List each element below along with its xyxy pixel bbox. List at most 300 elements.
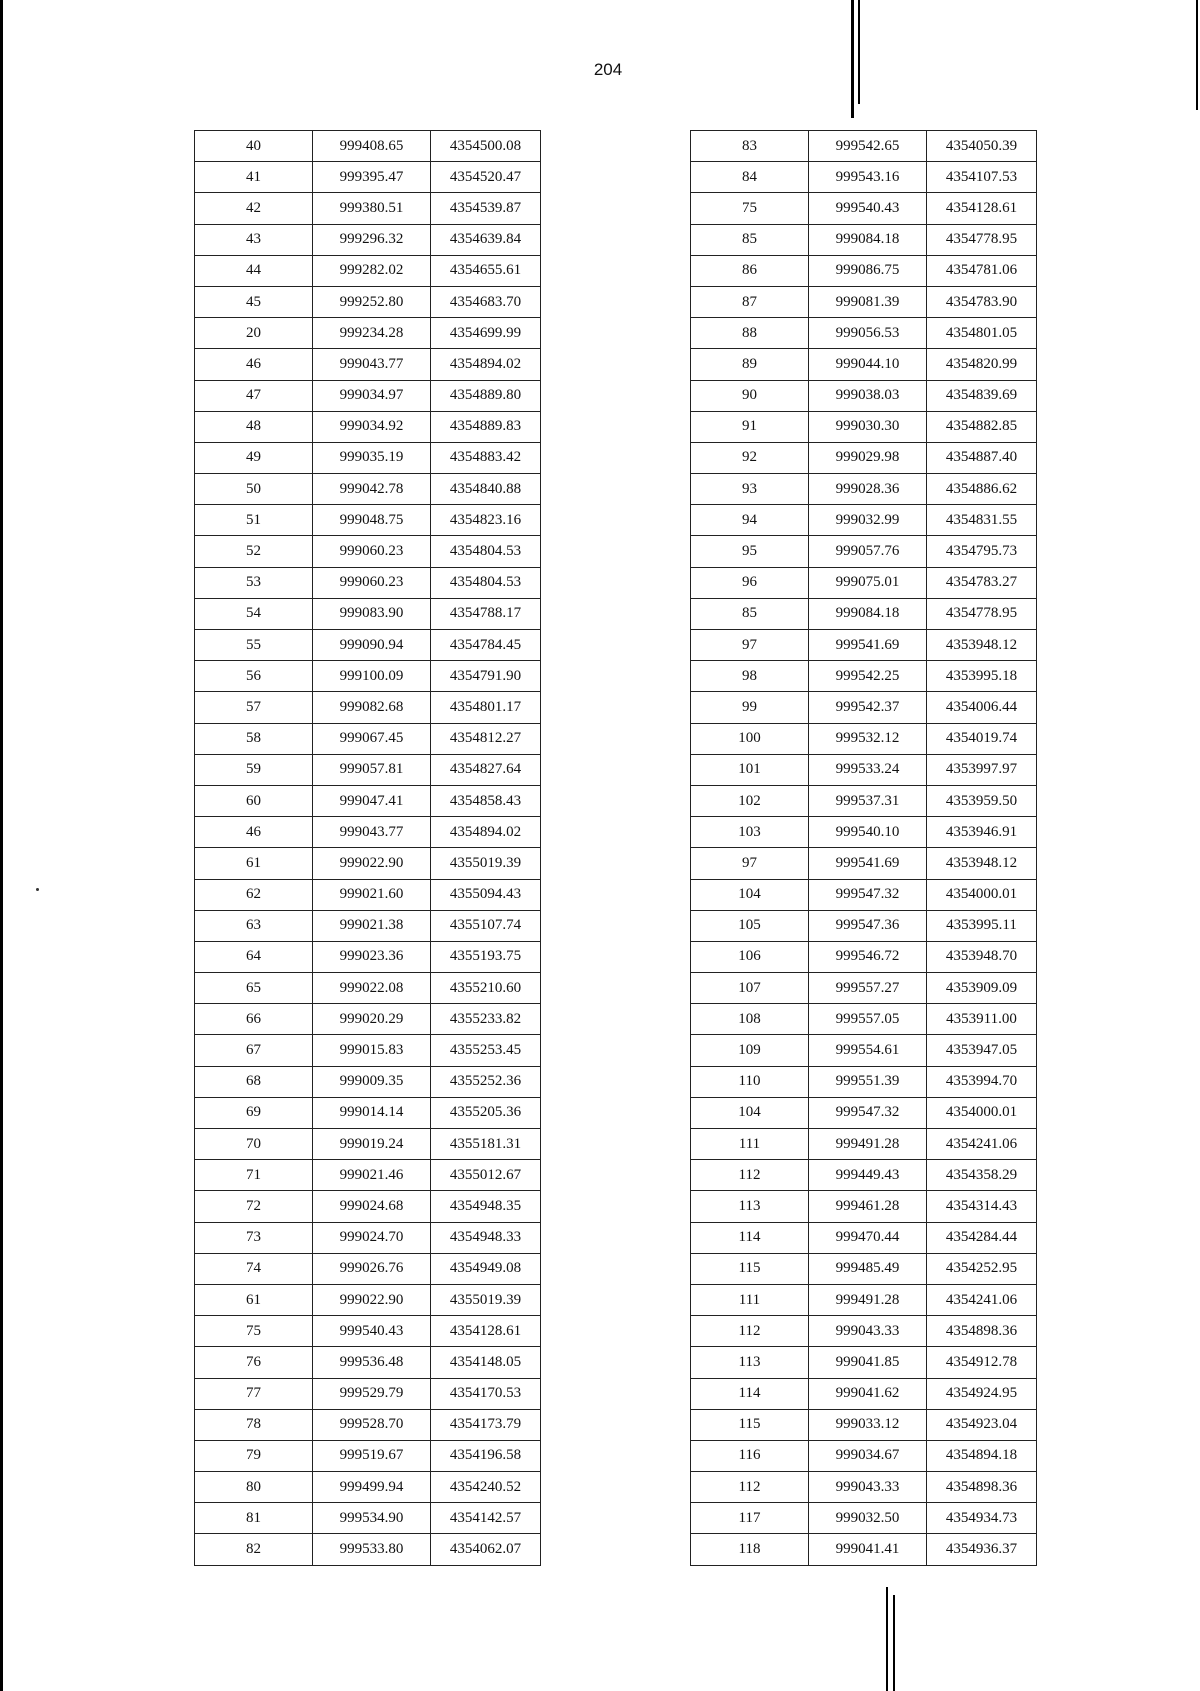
y-coordinate-cell: 4354791.90: [431, 661, 541, 692]
point-id-cell: 60: [195, 785, 313, 816]
point-id-cell: 45: [195, 286, 313, 317]
y-coordinate-cell: 4354006.44: [927, 692, 1037, 723]
x-coordinate-cell: 999038.03: [809, 380, 927, 411]
table-row: [691, 1534, 1037, 1565]
table-row: [691, 442, 1037, 473]
y-coordinate-cell: 4354801.05: [927, 318, 1037, 349]
table-row: [691, 661, 1037, 692]
point-id-cell: 61: [195, 1284, 313, 1315]
point-id-cell: 101: [691, 754, 809, 785]
table-row: [195, 1316, 541, 1347]
y-coordinate-cell: 4354898.36: [927, 1316, 1037, 1347]
y-coordinate-cell: 4353946.91: [927, 817, 1037, 848]
point-id-cell: 20: [195, 318, 313, 349]
x-coordinate-cell: 999084.18: [809, 598, 927, 629]
y-coordinate-cell: 4354924.95: [927, 1378, 1037, 1409]
point-id-cell: 75: [195, 1316, 313, 1347]
y-coordinate-cell: 4354240.52: [431, 1472, 541, 1503]
y-coordinate-cell: 4355012.67: [431, 1160, 541, 1191]
y-coordinate-cell: 4354804.53: [431, 567, 541, 598]
x-coordinate-cell: 999470.44: [809, 1222, 927, 1253]
point-id-cell: 90: [691, 380, 809, 411]
y-coordinate-cell: 4354639.84: [431, 224, 541, 255]
y-coordinate-cell: 4353995.18: [927, 661, 1037, 692]
table-row: [195, 1503, 541, 1534]
y-coordinate-cell: 4354783.27: [927, 567, 1037, 598]
point-id-cell: 71: [195, 1160, 313, 1191]
x-coordinate-cell: 999022.90: [313, 1284, 431, 1315]
x-coordinate-cell: 999021.46: [313, 1160, 431, 1191]
point-id-cell: 62: [195, 879, 313, 910]
point-id-cell: 80: [195, 1472, 313, 1503]
y-coordinate-cell: 4355181.31: [431, 1129, 541, 1160]
x-coordinate-cell: 999060.23: [313, 536, 431, 567]
x-coordinate-cell: 999041.41: [809, 1534, 927, 1565]
point-id-cell: 97: [691, 848, 809, 879]
coordinates-table-right: [690, 130, 1037, 1566]
y-coordinate-cell: 4354128.61: [927, 193, 1037, 224]
y-coordinate-cell: 4355094.43: [431, 879, 541, 910]
table-row: [195, 442, 541, 473]
y-coordinate-cell: 4354241.06: [927, 1129, 1037, 1160]
point-id-cell: 112: [691, 1160, 809, 1191]
y-coordinate-cell: 4354858.43: [431, 785, 541, 816]
table-row: [691, 567, 1037, 598]
table-row: [195, 349, 541, 380]
point-id-cell: 63: [195, 910, 313, 941]
point-id-cell: 58: [195, 723, 313, 754]
x-coordinate-cell: 999541.69: [809, 630, 927, 661]
point-id-cell: 67: [195, 1035, 313, 1066]
table-row: [195, 1472, 541, 1503]
y-coordinate-cell: 4354062.07: [431, 1534, 541, 1565]
table-row: [195, 1284, 541, 1315]
x-coordinate-cell: 999540.43: [313, 1316, 431, 1347]
y-coordinate-cell: 4355210.60: [431, 973, 541, 1004]
y-coordinate-cell: 4354778.95: [927, 598, 1037, 629]
y-coordinate-cell: 4354788.17: [431, 598, 541, 629]
table-row: [691, 1222, 1037, 1253]
point-id-cell: 85: [691, 598, 809, 629]
y-coordinate-cell: 4354936.37: [927, 1534, 1037, 1565]
table-row: [691, 162, 1037, 193]
point-id-cell: 44: [195, 255, 313, 286]
x-coordinate-cell: 999541.69: [809, 848, 927, 879]
point-id-cell: 114: [691, 1378, 809, 1409]
point-id-cell: 108: [691, 1004, 809, 1035]
point-id-cell: 79: [195, 1440, 313, 1471]
x-coordinate-cell: 999282.02: [313, 255, 431, 286]
point-id-cell: 85: [691, 224, 809, 255]
x-coordinate-cell: 999043.77: [313, 817, 431, 848]
table-row: [195, 879, 541, 910]
table-row: [691, 536, 1037, 567]
y-coordinate-cell: 4354840.88: [431, 474, 541, 505]
point-id-cell: 87: [691, 286, 809, 317]
table-row: [691, 1004, 1037, 1035]
binder-mark-top: [858, 0, 860, 104]
point-id-cell: 97: [691, 630, 809, 661]
point-id-cell: 64: [195, 941, 313, 972]
table-row: [691, 879, 1037, 910]
table-row: [691, 1440, 1037, 1471]
y-coordinate-cell: 4354781.06: [927, 255, 1037, 286]
point-id-cell: 103: [691, 817, 809, 848]
x-coordinate-cell: 999537.31: [809, 785, 927, 816]
point-id-cell: 53: [195, 567, 313, 598]
point-id-cell: 96: [691, 567, 809, 598]
point-id-cell: 72: [195, 1191, 313, 1222]
y-coordinate-cell: 4354314.43: [927, 1191, 1037, 1222]
y-coordinate-cell: 4354173.79: [431, 1409, 541, 1440]
x-coordinate-cell: 999252.80: [313, 286, 431, 317]
y-coordinate-cell: 4354894.02: [431, 349, 541, 380]
x-coordinate-cell: 999491.28: [809, 1284, 927, 1315]
y-coordinate-cell: 4354539.87: [431, 193, 541, 224]
table-row: [691, 941, 1037, 972]
x-coordinate-cell: 999020.29: [313, 1004, 431, 1035]
x-coordinate-cell: 999014.14: [313, 1097, 431, 1128]
y-coordinate-cell: 4355019.39: [431, 848, 541, 879]
x-coordinate-cell: 999023.36: [313, 941, 431, 972]
y-coordinate-cell: 4354894.02: [431, 817, 541, 848]
y-coordinate-cell: 4353997.97: [927, 754, 1037, 785]
table-row: [195, 754, 541, 785]
table-row: [195, 536, 541, 567]
y-coordinate-cell: 4354889.80: [431, 380, 541, 411]
y-coordinate-cell: 4354500.08: [431, 131, 541, 162]
y-coordinate-cell: 4354019.74: [927, 723, 1037, 754]
y-coordinate-cell: 4354894.18: [927, 1440, 1037, 1471]
y-coordinate-cell: 4354886.62: [927, 474, 1037, 505]
table-row: [195, 817, 541, 848]
x-coordinate-cell: 999030.30: [809, 411, 927, 442]
x-coordinate-cell: 999029.98: [809, 442, 927, 473]
point-id-cell: 110: [691, 1066, 809, 1097]
point-id-cell: 99: [691, 692, 809, 723]
table-row: [691, 723, 1037, 754]
point-id-cell: 84: [691, 162, 809, 193]
point-id-cell: 40: [195, 131, 313, 162]
table-row: [195, 1066, 541, 1097]
y-coordinate-cell: 4354949.08: [431, 1253, 541, 1284]
point-id-cell: 49: [195, 442, 313, 473]
coordinates-table-left: [194, 130, 541, 1566]
y-coordinate-cell: 4354655.61: [431, 255, 541, 286]
table-row: [691, 754, 1037, 785]
y-coordinate-cell: 4354148.05: [431, 1347, 541, 1378]
table-row: [691, 1035, 1037, 1066]
x-coordinate-cell: 999021.38: [313, 910, 431, 941]
table-row: [691, 1191, 1037, 1222]
point-id-cell: 111: [691, 1284, 809, 1315]
x-coordinate-cell: 999547.32: [809, 879, 927, 910]
x-coordinate-cell: 999084.18: [809, 224, 927, 255]
table-row: [691, 910, 1037, 941]
y-coordinate-cell: 4354812.27: [431, 723, 541, 754]
point-id-cell: 112: [691, 1316, 809, 1347]
x-coordinate-cell: 999056.53: [809, 318, 927, 349]
table-row: [691, 505, 1037, 536]
x-coordinate-cell: 999554.61: [809, 1035, 927, 1066]
point-id-cell: 57: [195, 692, 313, 723]
x-coordinate-cell: 999086.75: [809, 255, 927, 286]
y-coordinate-cell: 4354699.99: [431, 318, 541, 349]
x-coordinate-cell: 999041.85: [809, 1347, 927, 1378]
table-row: [195, 973, 541, 1004]
table-row: [195, 1160, 541, 1191]
y-coordinate-cell: 4354912.78: [927, 1347, 1037, 1378]
point-id-cell: 77: [195, 1378, 313, 1409]
x-coordinate-cell: 999540.10: [809, 817, 927, 848]
y-coordinate-cell: 4354783.90: [927, 286, 1037, 317]
x-coordinate-cell: 999542.37: [809, 692, 927, 723]
y-coordinate-cell: 4354252.95: [927, 1253, 1037, 1284]
point-id-cell: 68: [195, 1066, 313, 1097]
table-row: [691, 1284, 1037, 1315]
scan-edge-right: [1196, 0, 1198, 110]
point-id-cell: 75: [691, 193, 809, 224]
table-row: [195, 1253, 541, 1284]
binder-mark-bottom: [893, 1595, 895, 1691]
x-coordinate-cell: 999529.79: [313, 1378, 431, 1409]
y-coordinate-cell: 4354784.45: [431, 630, 541, 661]
point-id-cell: 66: [195, 1004, 313, 1035]
point-id-cell: 82: [195, 1534, 313, 1565]
x-coordinate-cell: 999067.45: [313, 723, 431, 754]
point-id-cell: 107: [691, 973, 809, 1004]
x-coordinate-cell: 999234.28: [313, 318, 431, 349]
y-coordinate-cell: 4354683.70: [431, 286, 541, 317]
y-coordinate-cell: 4354898.36: [927, 1472, 1037, 1503]
point-id-cell: 74: [195, 1253, 313, 1284]
table-row: [195, 1035, 541, 1066]
y-coordinate-cell: 4354827.64: [431, 754, 541, 785]
table-row: [195, 1004, 541, 1035]
x-coordinate-cell: 999547.36: [809, 910, 927, 941]
x-coordinate-cell: 999519.67: [313, 1440, 431, 1471]
point-id-cell: 52: [195, 536, 313, 567]
table-row: [691, 193, 1037, 224]
point-id-cell: 117: [691, 1503, 809, 1534]
point-id-cell: 100: [691, 723, 809, 754]
table-row: [195, 193, 541, 224]
y-coordinate-cell: 4354795.73: [927, 536, 1037, 567]
table-row: [195, 318, 541, 349]
table-row: [195, 1534, 541, 1565]
table-row: [691, 1409, 1037, 1440]
table-row: [691, 131, 1037, 162]
y-coordinate-cell: 4353995.11: [927, 910, 1037, 941]
table-row: [195, 910, 541, 941]
x-coordinate-cell: 999533.24: [809, 754, 927, 785]
y-coordinate-cell: 4354778.95: [927, 224, 1037, 255]
x-coordinate-cell: 999533.80: [313, 1534, 431, 1565]
point-id-cell: 115: [691, 1409, 809, 1440]
y-coordinate-cell: 4354050.39: [927, 131, 1037, 162]
y-coordinate-cell: 4353959.50: [927, 785, 1037, 816]
table-row: [691, 848, 1037, 879]
y-coordinate-cell: 4354804.53: [431, 536, 541, 567]
table-row: [195, 1129, 541, 1160]
y-coordinate-cell: 4354934.73: [927, 1503, 1037, 1534]
y-coordinate-cell: 4353911.00: [927, 1004, 1037, 1035]
y-coordinate-cell: 4354358.29: [927, 1160, 1037, 1191]
point-id-cell: 83: [691, 131, 809, 162]
x-coordinate-cell: 999041.62: [809, 1378, 927, 1409]
x-coordinate-cell: 999499.94: [313, 1472, 431, 1503]
x-coordinate-cell: 999009.35: [313, 1066, 431, 1097]
x-coordinate-cell: 999546.72: [809, 941, 927, 972]
y-coordinate-cell: 4353948.70: [927, 941, 1037, 972]
y-coordinate-cell: 4353948.12: [927, 630, 1037, 661]
x-coordinate-cell: 999057.81: [313, 754, 431, 785]
table-row: [691, 1160, 1037, 1191]
x-coordinate-cell: 999048.75: [313, 505, 431, 536]
table-row: [691, 318, 1037, 349]
x-coordinate-cell: 999032.99: [809, 505, 927, 536]
y-coordinate-cell: 4354284.44: [927, 1222, 1037, 1253]
table-row: [691, 1347, 1037, 1378]
point-id-cell: 51: [195, 505, 313, 536]
point-id-cell: 78: [195, 1409, 313, 1440]
point-id-cell: 73: [195, 1222, 313, 1253]
table-row: [195, 380, 541, 411]
point-id-cell: 91: [691, 411, 809, 442]
table-row: [691, 224, 1037, 255]
y-coordinate-cell: 4353909.09: [927, 973, 1037, 1004]
x-coordinate-cell: 999034.67: [809, 1440, 927, 1471]
table-row: [691, 474, 1037, 505]
point-id-cell: 114: [691, 1222, 809, 1253]
x-coordinate-cell: 999557.27: [809, 973, 927, 1004]
x-coordinate-cell: 999022.90: [313, 848, 431, 879]
point-id-cell: 61: [195, 848, 313, 879]
y-coordinate-cell: 4355233.82: [431, 1004, 541, 1035]
binder-mark-top: [851, 0, 854, 118]
x-coordinate-cell: 999060.23: [313, 567, 431, 598]
x-coordinate-cell: 999380.51: [313, 193, 431, 224]
table-row: [195, 162, 541, 193]
point-id-cell: 42: [195, 193, 313, 224]
y-coordinate-cell: 4354823.16: [431, 505, 541, 536]
y-coordinate-cell: 4353947.05: [927, 1035, 1037, 1066]
point-id-cell: 92: [691, 442, 809, 473]
table-row: [691, 1316, 1037, 1347]
table-row: [691, 1066, 1037, 1097]
point-id-cell: 118: [691, 1534, 809, 1565]
y-coordinate-cell: 4354000.01: [927, 1097, 1037, 1128]
x-coordinate-cell: 999043.33: [809, 1472, 927, 1503]
y-coordinate-cell: 4354128.61: [431, 1316, 541, 1347]
table-row: [195, 505, 541, 536]
table-row: [195, 1347, 541, 1378]
x-coordinate-cell: 999075.01: [809, 567, 927, 598]
page-number: 204: [593, 60, 623, 79]
x-coordinate-cell: 999021.60: [313, 879, 431, 910]
table-row: [691, 1097, 1037, 1128]
table-row: [195, 411, 541, 442]
point-id-cell: 104: [691, 1097, 809, 1128]
x-coordinate-cell: 999296.32: [313, 224, 431, 255]
table-row: [691, 973, 1037, 1004]
x-coordinate-cell: 999034.92: [313, 411, 431, 442]
point-id-cell: 115: [691, 1253, 809, 1284]
point-id-cell: 116: [691, 1440, 809, 1471]
table-row: [195, 474, 541, 505]
table-row: [691, 817, 1037, 848]
x-coordinate-cell: 999408.65: [313, 131, 431, 162]
y-coordinate-cell: 4353994.70: [927, 1066, 1037, 1097]
scan-speck: [36, 888, 39, 891]
table-row: [691, 1253, 1037, 1284]
table-row: [691, 411, 1037, 442]
table-row: [691, 380, 1037, 411]
x-coordinate-cell: 999034.97: [313, 380, 431, 411]
x-coordinate-cell: 999542.25: [809, 661, 927, 692]
y-coordinate-cell: 4354142.57: [431, 1503, 541, 1534]
x-coordinate-cell: 999083.90: [313, 598, 431, 629]
x-coordinate-cell: 999082.68: [313, 692, 431, 723]
x-coordinate-cell: 999557.05: [809, 1004, 927, 1035]
table-row: [195, 598, 541, 629]
y-coordinate-cell: 4354887.40: [927, 442, 1037, 473]
x-coordinate-cell: 999047.41: [313, 785, 431, 816]
y-coordinate-cell: 4354889.83: [431, 411, 541, 442]
x-coordinate-cell: 999540.43: [809, 193, 927, 224]
point-id-cell: 76: [195, 1347, 313, 1378]
point-id-cell: 55: [195, 630, 313, 661]
x-coordinate-cell: 999532.12: [809, 723, 927, 754]
x-coordinate-cell: 999022.08: [313, 973, 431, 1004]
point-id-cell: 106: [691, 941, 809, 972]
x-coordinate-cell: 999534.90: [313, 1503, 431, 1534]
coordinates-table-left-body: [195, 131, 541, 1566]
point-id-cell: 89: [691, 349, 809, 380]
y-coordinate-cell: 4354520.47: [431, 162, 541, 193]
x-coordinate-cell: 999090.94: [313, 630, 431, 661]
table-row: [691, 349, 1037, 380]
x-coordinate-cell: 999024.70: [313, 1222, 431, 1253]
point-id-cell: 86: [691, 255, 809, 286]
table-row: [195, 661, 541, 692]
y-coordinate-cell: 4355193.75: [431, 941, 541, 972]
y-coordinate-cell: 4354831.55: [927, 505, 1037, 536]
y-coordinate-cell: 4355019.39: [431, 1284, 541, 1315]
table-row: [195, 224, 541, 255]
point-id-cell: 56: [195, 661, 313, 692]
x-coordinate-cell: 999461.28: [809, 1191, 927, 1222]
table-row: [195, 723, 541, 754]
point-id-cell: 93: [691, 474, 809, 505]
point-id-cell: 41: [195, 162, 313, 193]
point-id-cell: 50: [195, 474, 313, 505]
x-coordinate-cell: 999042.78: [313, 474, 431, 505]
x-coordinate-cell: 999491.28: [809, 1129, 927, 1160]
x-coordinate-cell: 999536.48: [313, 1347, 431, 1378]
point-id-cell: 112: [691, 1472, 809, 1503]
y-coordinate-cell: 4354923.04: [927, 1409, 1037, 1440]
point-id-cell: 113: [691, 1347, 809, 1378]
table-row: [691, 1503, 1037, 1534]
table-row: [195, 1440, 541, 1471]
x-coordinate-cell: 999551.39: [809, 1066, 927, 1097]
x-coordinate-cell: 999019.24: [313, 1129, 431, 1160]
x-coordinate-cell: 999033.12: [809, 1409, 927, 1440]
y-coordinate-cell: 4354170.53: [431, 1378, 541, 1409]
point-id-cell: 65: [195, 973, 313, 1004]
table-row: [195, 692, 541, 723]
